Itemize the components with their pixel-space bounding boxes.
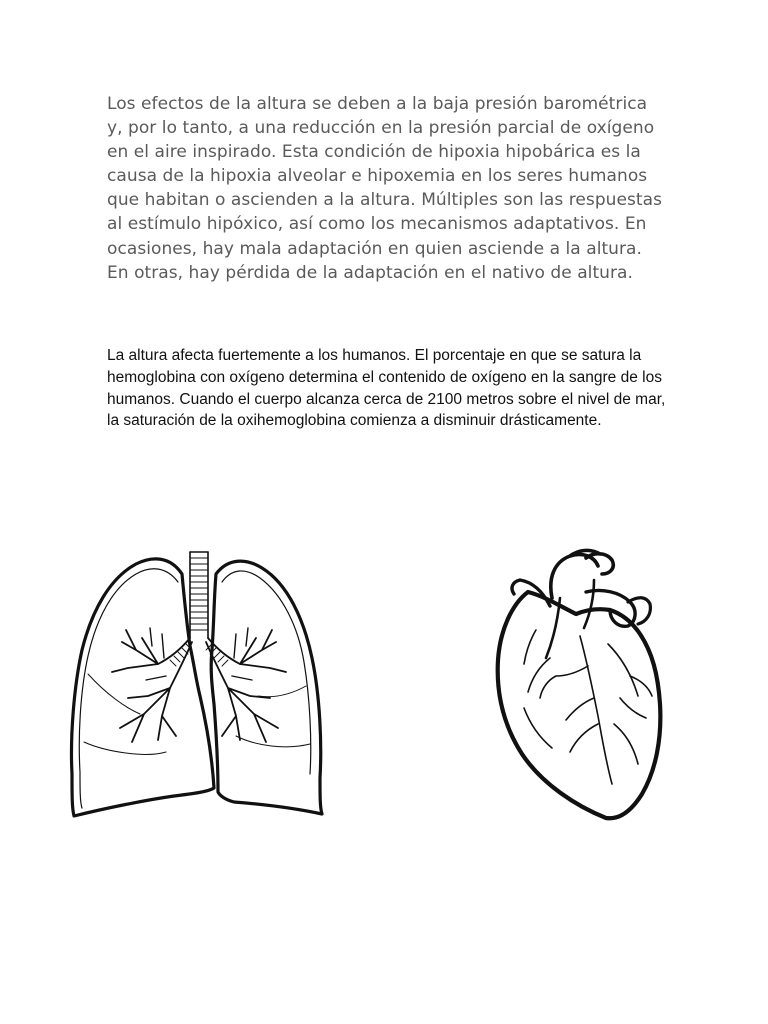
trachea <box>190 552 208 638</box>
altitude-paragraph: La altura afecta fuertemente a los humanos. El porcentaje en que se satura la hemoglobina con oxígeno determina el contenido de oxígeno en la sangre de los humanos. Cuando el cuerpo alcanza cerca de 2100 metros sobre el nivel de mar, la saturación de la oxihemoglobina comienza a disminuir drásticamente. <box>107 347 666 430</box>
intro-paragraph: Los efectos de la altura se deben a la baja presión barométrica y, por lo tanto, a una reducción en la presión parcial de oxígeno en el aire inspirado. Esta condición de hipoxia hipobárica es la causa de la hipoxia alveolar e hipoxemia en los seres humanos que habitan o ascienden a la altura. Múltiples son las respuestas al estímulo hipóxico, así como los mecanismos adaptativos. En ocasiones, hay mala adaptación en quien asciende a la altura. En otras, hay pérdida de la adaptación en el nativo de altura. <box>107 94 662 283</box>
lungs-illustration <box>66 546 328 822</box>
left-lung-outline <box>71 559 214 816</box>
heart-illustration <box>490 548 666 824</box>
coronary-vessels <box>524 630 652 784</box>
heart-outline <box>498 592 661 818</box>
